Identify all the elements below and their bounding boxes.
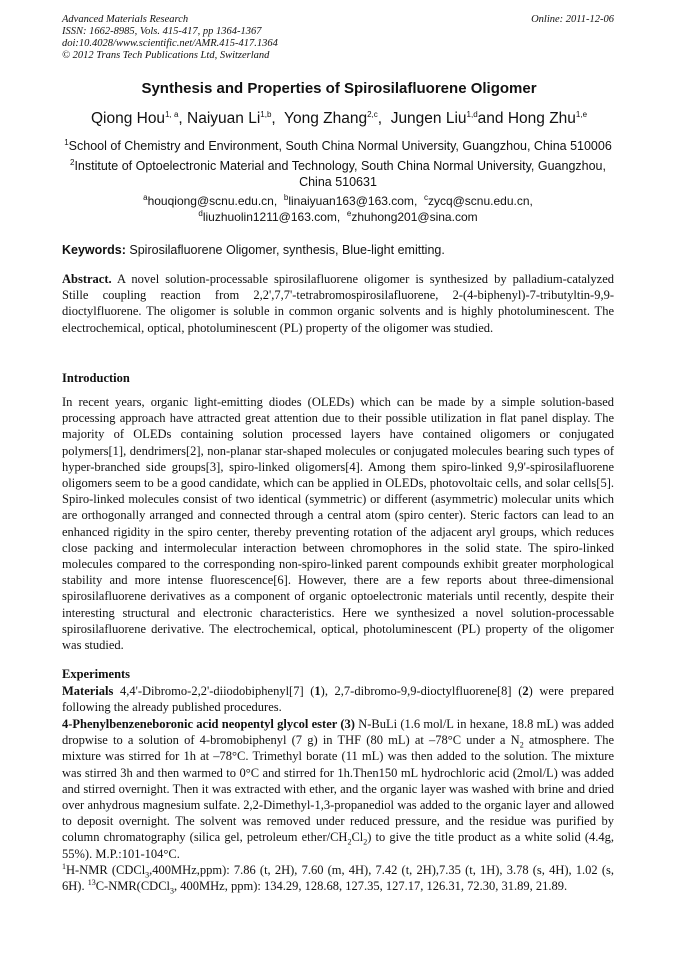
procedure-text: Cl [351,830,364,845]
introduction-text: In recent years, organic light-emitting diodes (OLEDs) which can be made by a simple solution-based processing approach have attracted great attention due to their possible utilization in flat panel display. The majority of OLEDs containing solution processed layers have contained oligomers or conjugated polymers[1], dendrimers[2], non-planar star-shaped molecules or conjugated molecules bearing such types of hyper-branched side groups[3], spiro-linked oligomers[4]. Among them spiro-linked 9,9'-spirosilafluorene oligomers seem to be a good candidate, which can be applied in OLEDs, photovoltaic cells, and solar cells[5]. Spiro-linked molecules consist of two identical (symmetric) or different (asymmetric) molecular units which are orthogonally arranged and connected through a central atom (spiro center). Steric factors can lead to an enhanced rigidity in the spiro center, thereby preventing rotation of the adjacent aryl groups, which reduces close packing and intermolecular interaction between chromophores in the solid state. The spiro-linked molecules compared to the corresponding non-spiro-linked parent compounds exhibit greater morphological stability and more intense fluorescence[6]. However, there are a few reports about three-dimensional spirosilafluorene derivatives as a component of organic optoelectronic materials until recently, despite their interesting structural and electronic characteristics. Here we synthesized a novel solution-processable spirosilafluorene derivative. The electrochemical, optical, photoluminescent (PL) property of the oligomer was studied. [62,395,614,653]
superscript: 13 [87,877,96,887]
materials-text: ), 2,7-dibromo-9,9-dioctylfluorene[8] ( [320,684,523,698]
introduction-heading: Introduction [62,371,130,385]
procedure-text: ) to give the title product as a white solid (4.4g, 55%). M.P.:101-104°C. [62,830,614,861]
doi-line: doi:10.4028/www.scientific.net/AMR.415-417.1364 [62,38,278,49]
materials-text: 4,4'-Dibromo-2,2'-diiodobiphenyl[7] ( [113,684,315,698]
compound-3-label: 4-Phenylbenzeneboronic acid neopentyl glycol ester (3) [62,717,355,731]
online-date: Online: 2011-12-06 [531,14,614,25]
email-link[interactable]: linaiyuan163@163.com [288,194,414,208]
email-link[interactable]: zhuhong201@sina.com [351,210,478,224]
affil-text: School of Chemistry and Environment, South China Normal University, Guangzhou, China 510006 [68,139,612,153]
affiliation-1 [62,138,614,154]
author-name: Hong Zhu [507,110,576,127]
nmr-text: , 400MHz, ppm): 134.29, 128.68, 127.35, 127.17, 126.31, 72.30, 31.89, 21.89. [174,879,568,894]
affiliation-2 [62,158,614,190]
email-sup: c [423,193,428,202]
author-affil-sup: 1, a [165,109,179,119]
author-affil-sup: 1,e [575,109,588,119]
keywords-line [62,243,614,257]
issn-line: ISSN: 1662-8985, Vols. 415-417, pp 1364-1367 [62,26,262,37]
compound-3-paragraph [62,716,614,894]
email-sup: e [346,209,352,218]
journal-header [62,14,614,62]
author-list: Qiong Hou$^{1, a}$, Naiyuan Li$^{1,b}$, Yong Zhang$^{2,c}$, Jungen Liu$^{1,d}$and Hong Zhu$^{1,e}$ [90,109,588,127]
materials-paragraph [62,683,614,715]
affil-number: 2 [70,157,75,167]
subscript: 2 [347,837,352,847]
abstract-label: Abstract. [62,272,112,286]
email-link[interactable]: zycq@scnu.edu.cn [427,194,530,208]
affil-text: Institute of Optoelectronic Material and Technology, South China Normal University, Guangzhou, China 510631 [74,159,606,189]
nmr-text: ,400MHz,ppm): 7.86 (t, 2H), 7.60 (m, 4H), 7.42 (t, 2H),7.35 (t, 1H), 3.78 (s, 4H), 1.02 (s, 6H). [62,862,614,894]
abstract [62,271,614,336]
subscript: 3 [170,886,175,896]
email-link[interactable]: liuzhuolin1211@163.com [202,210,337,224]
compound-number: 1 [314,684,321,698]
subscript: 2 [519,740,524,750]
subscript: 3 [145,870,150,880]
materials-label: Materials [62,684,114,698]
procedure-text: atmosphere. The mixture was stirred for 1h at –78°C. Trimethyl borate (11 mL) was then added to the solution. The mixture was stirred 3h and then warmed to 0°C and stirred for 1h.Then150 mL hydrochloric acid (2mol/L) was added and stirred overnight. Then it was extracted with ether, and the organic layer was washed with brine and dried over anhydrous magnesium sulfate. 2,2-Dimethyl-1,3-propanediol was added to the organic layer and allowed to deposit overnight. The solvent was removed under reduced pressure, and the residue was purified by column chromatography (silica gel, petroleum ether/CH [62,733,614,845]
paper-title: Synthesis and Properties of Spirosilafluorene Oligomer [141,80,537,97]
author-name: Naiyuan Li [187,110,261,127]
author-name: Jungen Liu [390,110,467,127]
author-name: Qiong Hou [90,110,166,127]
experiments-heading: Experiments [62,667,131,681]
email-sup: a [143,193,148,202]
author-name: Yong Zhang [284,110,368,127]
email-sup: b [283,193,289,202]
author-affil-sup: 2,c [367,109,378,119]
materials-text: ) were prepared following the already published procedures. [62,684,614,715]
subscript: 2 [363,837,368,847]
journal-name: Advanced Materials Research [62,14,189,25]
author-affil-sup: 1,d [466,109,478,119]
superscript: 1 [62,861,66,871]
copyright-line: © 2012 Trans Tech Publications Ltd, Switzerland [62,50,270,61]
email-sup: d [198,209,203,218]
affil-number: 1 [64,137,69,147]
abstract-text: A novel solution-processable spirosilafluorene oligomer is synthesized by palladium-catalyzed Stille coupling reaction from 2,2',7,7'-tetrabromospirosilafluorene, 2-(4-biphenyl)-7-tributyltin-9,9-dioctylfluorene. The oligomer is soluble in common organic solvents and is highly photoluminescent. The electrochemical, optical, photoluminescent (PL) property of the oligomer was studied. [62,272,614,335]
keywords-label: Keywords: [62,243,126,257]
email-link[interactable]: houqiong@scnu.edu.cn [147,194,274,208]
nmr-text: C-NMR(CDCl [95,879,171,894]
author-affil-sup: 1,b [260,109,272,119]
keywords-text: Spirosilafluorene Oligomer, synthesis, Blue-light emitting. [129,243,445,257]
nmr-text: H-NMR (CDCl [66,862,146,877]
compound-number: 2 [522,684,529,698]
procedure-text: N-BuLi (1.6 mol/L in hexane, 18.8 mL) was added dropwise to a solution of 4-bromobiphenyl (7 g) in THF (80 mL) at –78°C under a N [62,717,614,748]
email-list: $^a$houqiong@scnu.edu.cn, $^b$linaiyuan163@163.com, $^c$zycq@scnu.edu.cn, $^d$liuzhuolin1211@163.com, $^e$zhuhong201@sina.com [143,193,533,224]
